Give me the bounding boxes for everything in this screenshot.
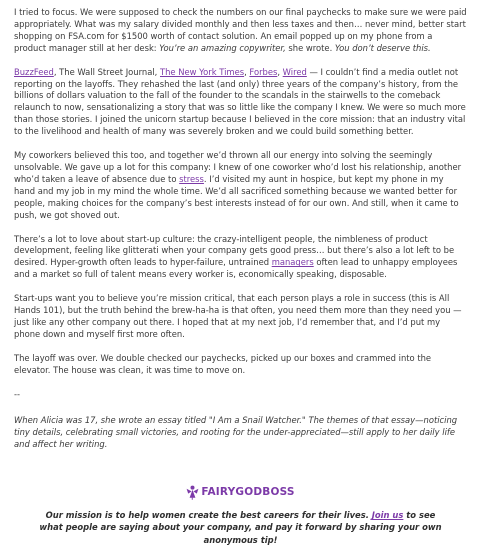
join-us-link[interactable]: Join us — [371, 510, 404, 521]
fairy-icon — [186, 485, 199, 500]
link-forbes[interactable]: Forbes — [249, 66, 278, 77]
quote-text-2: You don’t deserve this. — [334, 42, 431, 53]
paragraph-4-text: There’s a lot to love about start-up culture: the crazy-intelligent people, the nimbleness of product development, feeling like glitterati when your company gets good press… but there’s also a lot left to be desired. Hyper-growth often leads to hyper-failure, untrained — [14, 233, 455, 268]
paragraph-4-text-2: often lead to unhappy employees and a market so full of talent means every worker is, economically speaking, disposable. — [14, 257, 458, 280]
quote-text: You’re an amazing copywriter, — [159, 42, 286, 53]
paragraph-1-text-2: she wrote. — [285, 42, 335, 53]
paragraph-3-text: My coworkers believed this too, and together we’d thrown all our energy into solving the seemingly unsolvable. We gave up a lot for this company: I knew of one coworker who’d lost his relationship, another who’d taken a leave of absence due to — [14, 150, 462, 184]
paragraph-1-text: I tried to focus. We were supposed to check the numbers on our final paychecks to make sure we were paid appropriately. What was my salary divided monthly and then less taxes and then… never mind, better start shopping on FSA.com for $1500 worth of contact solution. An email popped up on my phone from a product manager still at her desk: — [14, 7, 467, 53]
paragraph-2 — [14, 67, 467, 138]
paragraph-1 — [14, 7, 467, 55]
paragraph-3 — [14, 150, 467, 221]
link-wired[interactable]: Wired — [282, 66, 307, 77]
link-nyt[interactable]: The New York Times — [159, 66, 245, 77]
author-bio: When Alicia was 17, she wrote an essay titled "I Am a Snail Watcher." The themes of that essay—noticing tiny details, celebrating small victories, and rooting for the under-appreciated—still apply to her daily life and affect her writing. — [14, 415, 458, 450]
separator: -- — [14, 388, 21, 399]
comma-separator: , — [277, 66, 283, 77]
comma-separator: , — [244, 66, 250, 77]
link-managers[interactable]: managers — [271, 257, 314, 268]
link-buzzfeed[interactable]: BuzzFeed — [14, 66, 54, 77]
mission-text: Our mission is to help women create the best careers for their lives. — [45, 510, 372, 521]
text-wsj: , The Wall Street Journal, — [53, 66, 160, 77]
paragraph-2-text: — I couldn’t find a media outlet not reporting on the layoffs. They rehashed the last (and only) three years of the company’s history, from the billions of dollars valuation to the fall of the founder to the scandals in the stairwells to the comeback relaunch to now, sensationalizing a story that was so little like the company I knew. We were so much more than those stories. I joined the unicorn startup because I believed in the core mission: that an industry vital to the livelihood and health of many was severely broken and we could build something better. — [14, 66, 466, 137]
mission-statement — [14, 509, 467, 546]
link-stress[interactable]: stress — [179, 173, 204, 184]
paragraph-5: Start-ups want you to believe you’re mission critical, that each person plays a role in success (this is All Hands 101), but the truth behind the brew-ha-ha is that often, you need them more than they need you — just like any other company out there. I hoped that at my next job, I’d remember that, and I’d put my phone down and myself first more often. — [14, 293, 462, 339]
brand-name: FAIRYGODBOSS — [201, 485, 295, 498]
mission-text-2: to see what people are saying about your company, and pay it forward by sharing your own anonymous tip! — [39, 510, 442, 545]
paragraph-4 — [14, 234, 467, 282]
paragraph-3-text-2: . I’d visited my aunt in hospice, but kept my phone in my hand and my job in my mind the whole time. We’d all sacrificed something because we wanted better for people, making choices for the company’s best interests instead of for our own. And still, when it came to push, we got shoved out. — [14, 173, 459, 220]
paragraph-6: The layoff was over. We double checked our paychecks, picked up our boxes and crammed into the elevator. The house was clean, it was time to move on. — [14, 352, 432, 375]
brand-logo[interactable] — [14, 485, 467, 500]
